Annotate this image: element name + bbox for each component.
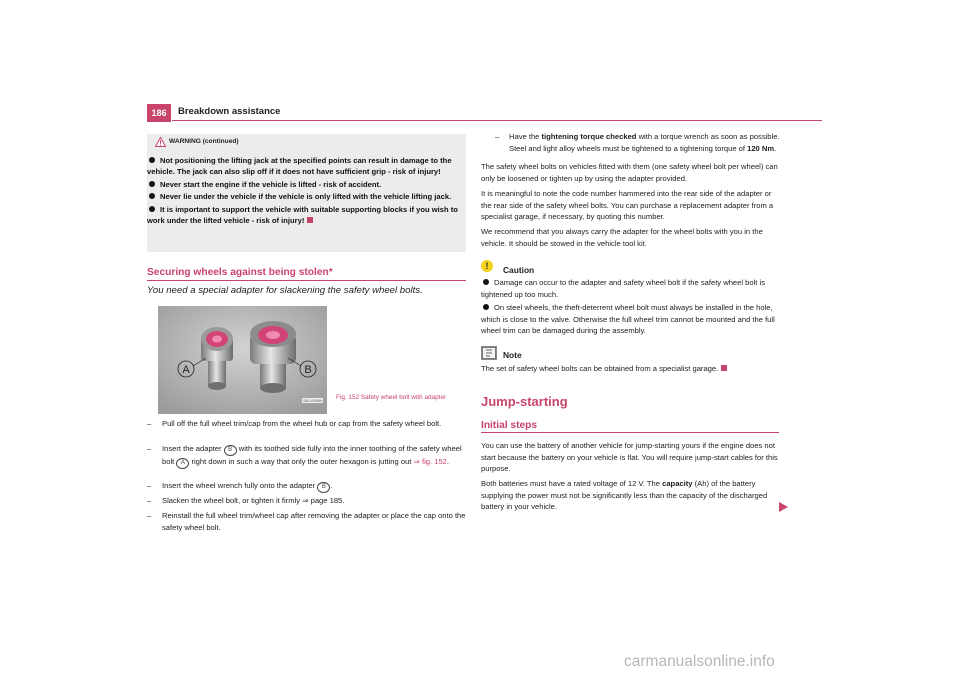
warning-item [147,204,463,227]
step-text [162,480,467,493]
step-dash: – [147,444,152,453]
step-item [147,443,467,469]
caution-icon: ! [481,260,493,272]
step-text: Reinstall the full wheel trim/wheel cap after removing the adapter or place the cap onto the safety wheel bolt. [162,511,466,532]
figure-link[interactable]: ⇒ fig. 152 [413,457,447,466]
caution-text: Damage can occur to the adapter and safety wheel bolt if the safety wheel bolt is tightened up too much. [481,278,766,299]
bullet-icon [483,304,489,310]
bullet-icon [149,181,155,187]
paragraph: We recommend that you always carry the adapter for the wheel bolts with you in the vehicle. It should be stowed in the vehicle tool kit. [481,227,763,248]
bullet-icon [149,157,155,163]
step-text-part: Insert the adapter [162,444,224,453]
section-heading: Initial steps [481,420,538,431]
page-number: 186 [147,104,171,122]
paragraph [481,478,781,513]
right-step [481,131,781,154]
warning-list [147,155,463,227]
warning-item-text: Not positioning the lifting jack at the specified points can result in damage to the vehicle. The jack can also slip off if it does not have sufficient grip - risk of injury! [147,156,452,177]
step-text-part: . [330,481,333,490]
bullet-icon [483,279,489,285]
bullet-icon [149,206,155,212]
section-subheading: You need a special adapter for slackening the safety wheel bolts. [147,285,423,296]
callout-b-icon: B [317,482,330,493]
note-text [481,363,781,375]
warning-title: WARNING (continued) [169,138,239,145]
warning-box [147,134,466,252]
section-end-icon [307,217,313,223]
caution-text: On steel wheels, the theft-deterrent wheel bolt must always be installed in the hole, which is close to the valve. Otherwise the full wheel trim cannot be mounted and the full wheel trim can be damaged during the assembly. [481,303,775,336]
paragraph-bold: capacity [662,479,693,488]
step-text-part: . [774,143,777,153]
header-rule [172,120,822,121]
warning-item [147,155,463,178]
step-dash: – [147,511,152,520]
note-title: Note [503,350,522,360]
step-text-part: right down in such a way that only the outer hexagon is jutting out [189,457,414,466]
step-text: Slacken the wheel bolt, or tighten it firmly ⇒ page 185. [162,496,345,505]
section-rule [147,280,466,281]
step-dash: – [147,496,152,505]
section-rule [481,432,779,433]
warning-triangle-icon [155,137,166,147]
warning-item [147,191,463,202]
paragraph: It is meaningful to note the code number hammered into the rear side of the adapter or the rear side of the safety wheel bolts. You can purchase a replacement adapter from a specialist garage, if necessary, by quoting this number. [481,189,774,222]
section-title: Breakdown assistance [178,106,281,117]
caution-item [481,277,781,300]
step-item [147,510,467,533]
step-dash: – [147,419,152,428]
figure-caption: Fig. 152 Safety wheel bolt with adapter [336,394,447,401]
step-text-part: Insert the wheel wrench fully onto the adapter [162,481,318,490]
step-text-bold: 120 Nm [747,143,775,153]
step-text-bold: tightening torque checked [541,132,637,141]
note-text-body: The set of safety wheel bolts can be obtained from a specialist garage. [481,364,719,373]
step-text-part: with its toothed side fully into the inner toothing of the safety wheel bolt [162,444,462,466]
note-icon [481,346,497,360]
step-text [162,443,467,469]
step-item [147,418,467,430]
callout-b-icon: B [224,445,237,456]
figure-code: S6J-0090h [303,398,323,403]
step-text: Pull off the full wheel trim/cap from the wheel hub or cap from the safety wheel bolt. [162,419,442,428]
next-page-arrow-icon[interactable] [779,502,788,512]
paragraph-part: Both batteries must have a rated voltage of 12 V. The [481,479,663,488]
step-text-part: with a torque wrench as soon as possible. Steel and light alloy wheels must be tightened to a tightening torque of [509,132,780,153]
figure-label-b: B [304,364,312,376]
warning-item [147,179,463,190]
warning-item-text: Never lie under the vehicle if the vehicle is only lifted with the vehicle lifting jack. [160,192,452,202]
step-text [509,131,781,154]
step-text-part: . [446,457,450,466]
section-end-icon [721,365,727,371]
step-dash: – [495,132,500,141]
warning-item-text: Never start the engine if the vehicle is lifted - risk of accident. [160,179,382,189]
section-heading: Securing wheels against being stolen* [147,267,333,278]
caution-title: Caution [503,265,535,275]
chapter-heading: Jump-starting [481,394,568,409]
watermark: carmanualsonline.info [624,653,775,670]
paragraph: The safety wheel bolts on vehicles fitted with them (one safety wheel bolt per wheel) can only be loosened or tighten up by using the adapter provided. [481,162,778,183]
step-item [147,495,467,507]
paragraph-part: (Ah) of the battery supplying the power must not be significantly less than the capacity of the discharged battery in your vehicle. [481,479,768,512]
step-text-part: Have the [509,132,542,141]
callout-a-icon: A [176,458,189,469]
step-dash: – [147,481,152,490]
warning-item-text: It is important to support the vehicle with suitable supporting blocks if you wish to work under the lifted vehicle - risk of injury! [147,204,458,226]
paragraph: You can use the battery of another vehicle for jump-starting yours if the engine does not start because the battery on your vehicle is flat. You will require jump-start cables for this purpose. [481,441,778,474]
bullet-icon [149,193,155,199]
caution-item [481,302,781,337]
figure-label-a: A [182,364,190,376]
step-item [147,480,467,493]
